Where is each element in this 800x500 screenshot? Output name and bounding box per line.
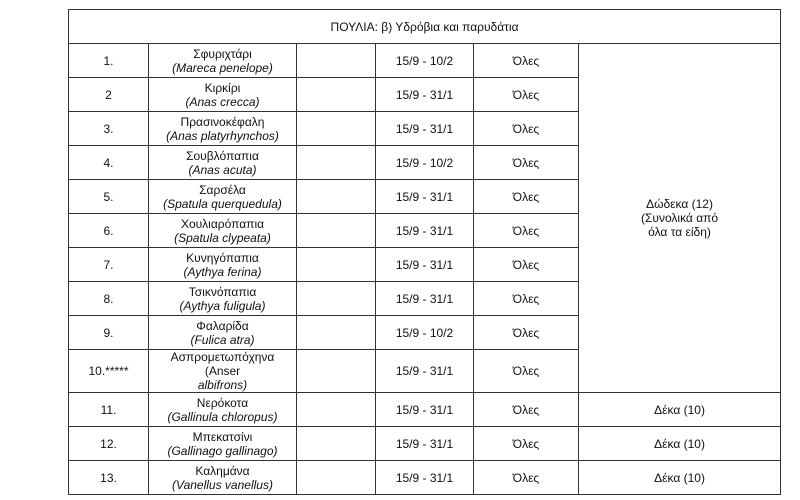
group-limit-line: Δώδεκα (12) [646, 197, 713, 211]
row-number: 6. [69, 214, 149, 248]
species-common-name: Μπεκατσίνι [192, 429, 253, 444]
row-number: 10.***** [69, 350, 149, 393]
species-scientific-name: (Vanellus vanellus) [172, 477, 273, 492]
hunting-period: 15/9 - 31/1 [376, 78, 474, 112]
species-common-name: Νερόκοτα [196, 395, 249, 410]
species-scientific-name: (Gallinula chloropus) [167, 409, 278, 424]
species-common-name: Φαλαρίδα [196, 318, 249, 333]
table-row [69, 44, 781, 78]
hunting-period: 15/9 - 31/1 [376, 112, 474, 146]
hunting-areas: Όλες [474, 44, 579, 78]
row-number: 4. [69, 146, 149, 180]
hunting-period: 15/9 - 31/1 [376, 461, 474, 495]
hunting-period: 15/9 - 31/1 [376, 393, 474, 427]
species-name-cell [149, 180, 297, 214]
table-title: ΠΟΥΛΙΑ: β) Υδρόβια και παρυδάτια [69, 10, 781, 44]
species-name-cell [149, 316, 297, 350]
species-common-name: Κυνηγόπαπια [186, 250, 259, 265]
hunting-areas: Όλες [474, 461, 579, 495]
species-name-cell [149, 214, 297, 248]
hunting-period: 15/9 - 10/2 [376, 316, 474, 350]
species-name-cell [149, 146, 297, 180]
bag-limit: Δέκα (10) [579, 393, 781, 427]
species-scientific-name: albifrons) [197, 378, 248, 392]
hunting-period: 15/9 - 31/1 [376, 350, 474, 393]
hunting-areas: Όλες [474, 180, 579, 214]
bag-limit: Δέκα (10) [579, 427, 781, 461]
species-common-name: Τσικνόπαπια [188, 284, 257, 299]
empty-cell [297, 248, 376, 282]
row-number: 11. [69, 393, 149, 427]
row-number: 3. [69, 112, 149, 146]
row-number: 7. [69, 248, 149, 282]
empty-cell [297, 461, 376, 495]
species-common-name: Σαρσέλα [199, 182, 246, 197]
row-number: 5. [69, 180, 149, 214]
group-limit-line: (Συνολικά από [640, 211, 719, 225]
bag-limit: Δέκα (10) [579, 461, 781, 495]
row-number: 2 [69, 78, 149, 112]
row-number: 8. [69, 282, 149, 316]
species-common-name: Ασπρομετωπόχηνα (Anser [170, 350, 275, 378]
empty-cell [297, 214, 376, 248]
hunting-areas: Όλες [474, 393, 579, 427]
species-name-cell [149, 282, 297, 316]
hunting-areas: Όλες [474, 350, 579, 393]
species-common-name: Χουλιαρόπαπια [180, 216, 265, 231]
empty-cell [297, 146, 376, 180]
hunting-areas: Όλες [474, 112, 579, 146]
species-scientific-name: (Mareca penelope) [172, 60, 273, 75]
empty-cell [297, 350, 376, 393]
table-row [69, 461, 781, 495]
hunting-period: 15/9 - 10/2 [376, 44, 474, 78]
row-number: 9. [69, 316, 149, 350]
species-name-cell [149, 112, 297, 146]
species-name-cell [149, 427, 297, 461]
row-number: 1. [69, 44, 149, 78]
empty-cell [297, 180, 376, 214]
species-name-cell [149, 78, 297, 112]
table-row [69, 427, 781, 461]
hunting-areas: Όλες [474, 427, 579, 461]
hunting-areas: Όλες [474, 282, 579, 316]
empty-cell [297, 282, 376, 316]
hunting-period: 15/9 - 31/1 [376, 180, 474, 214]
hunting-period: 15/9 - 31/1 [376, 427, 474, 461]
table-row [69, 393, 781, 427]
species-common-name: Καλημάνα [195, 463, 250, 478]
hunting-areas: Όλες [474, 214, 579, 248]
species-common-name: Κιρκίρι [204, 80, 241, 95]
hunting-period: 15/9 - 10/2 [376, 146, 474, 180]
hunting-areas: Όλες [474, 146, 579, 180]
species-scientific-name: (Gallinago gallinago) [167, 443, 278, 458]
hunting-period: 15/9 - 31/1 [376, 214, 474, 248]
row-number: 13. [69, 461, 149, 495]
table-title-row [69, 10, 781, 44]
group-bag-limit [579, 44, 781, 393]
hunting-period: 15/9 - 31/1 [376, 248, 474, 282]
empty-cell [297, 316, 376, 350]
species-scientific-name: (Anas crecca) [185, 94, 260, 109]
species-scientific-name: (Spatula querquedula) [163, 196, 282, 211]
species-name-cell [149, 248, 297, 282]
species-name-cell [149, 461, 297, 495]
hunting-species-table [68, 9, 781, 495]
empty-cell [297, 112, 376, 146]
row-number: 12. [69, 427, 149, 461]
species-common-name: Πρασινοκέφαλη [180, 114, 265, 129]
species-name-cell [149, 44, 297, 78]
species-scientific-name: (Fulica atra) [190, 332, 255, 347]
species-scientific-name: (Spatula clypeata) [174, 230, 271, 245]
species-scientific-name: (Aythya fuligula) [179, 298, 266, 313]
group-limit-line: όλα τα είδη) [648, 225, 711, 239]
hunting-period: 15/9 - 31/1 [376, 282, 474, 316]
hunting-areas: Όλες [474, 78, 579, 112]
empty-cell [297, 393, 376, 427]
species-common-name: Σουβλόπαπια [186, 148, 259, 163]
species-name-cell [149, 350, 297, 393]
species-name-cell [149, 393, 297, 427]
species-scientific-name: (Aythya ferina) [183, 264, 262, 279]
empty-cell [297, 427, 376, 461]
hunting-areas: Όλες [474, 316, 579, 350]
species-scientific-name: (Anas platyrhynchos) [166, 128, 279, 143]
hunting-areas: Όλες [474, 248, 579, 282]
species-scientific-name: (Anas acuta) [188, 162, 257, 177]
empty-cell [297, 78, 376, 112]
empty-cell [297, 44, 376, 78]
species-common-name: Σφυριχτάρι [193, 46, 252, 61]
